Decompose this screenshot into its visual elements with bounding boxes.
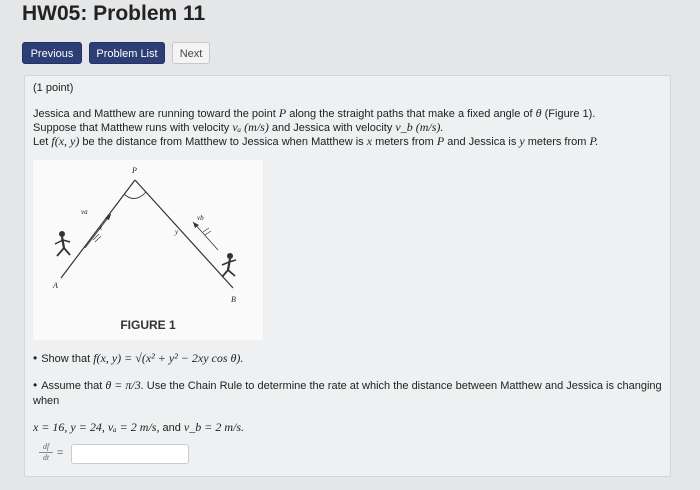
label-B: B bbox=[231, 295, 236, 304]
problem-line-3: Let f(x, y) be the distance from Matthew to Jessica when Matthew is x meters from P and Jessica is y meters from P. bbox=[33, 134, 599, 148]
df-dt-label: df dt bbox=[35, 442, 57, 462]
label-vb: vb bbox=[197, 214, 204, 222]
points-label: (1 point) bbox=[33, 82, 74, 94]
problem-list-button[interactable]: Problem List bbox=[89, 42, 165, 64]
figure-caption: FIGURE 1 bbox=[120, 318, 176, 332]
label-va: va bbox=[81, 208, 88, 216]
label-y: y bbox=[175, 228, 179, 236]
next-button[interactable]: Next bbox=[172, 42, 210, 64]
previous-button[interactable]: Previous bbox=[22, 42, 82, 64]
matthew-runner-icon bbox=[55, 231, 70, 256]
equals-sign: = bbox=[57, 447, 64, 459]
figure-1 bbox=[33, 160, 263, 340]
bullet-assume: • Assume that θ = π/3. Use the Chain Rule to determine the rate at which the distance between Matthew and Jessica is changing bbox=[33, 378, 662, 392]
label-x: x bbox=[99, 224, 103, 232]
problem-line-2: Suppose that Matthew runs with velocity vₐ (m/s) and Jessica with velocity v_b (m/s). bbox=[33, 120, 444, 134]
label-A: A bbox=[53, 281, 58, 290]
given-values: x = 16, y = 24, vₐ = 2 m/s, and v_b = 2 m/s. bbox=[33, 420, 245, 434]
page-title: HW05: Problem 11 bbox=[22, 2, 206, 25]
jessica-runner-icon bbox=[222, 253, 236, 277]
answer-input[interactable] bbox=[71, 444, 189, 464]
figure-diagram bbox=[33, 160, 263, 340]
problem-line-1: Jessica and Matthew are running toward the point P along the straight paths that make a fixed angle of θ (Figure 1). bbox=[33, 106, 596, 120]
label-P: P bbox=[132, 166, 137, 175]
problem-panel bbox=[24, 75, 671, 477]
bullet-show-that: • Show that f(x, y) = √(x² + y² − 2xy cos θ). bbox=[33, 351, 244, 365]
bullet-assume-when: when bbox=[33, 395, 60, 407]
